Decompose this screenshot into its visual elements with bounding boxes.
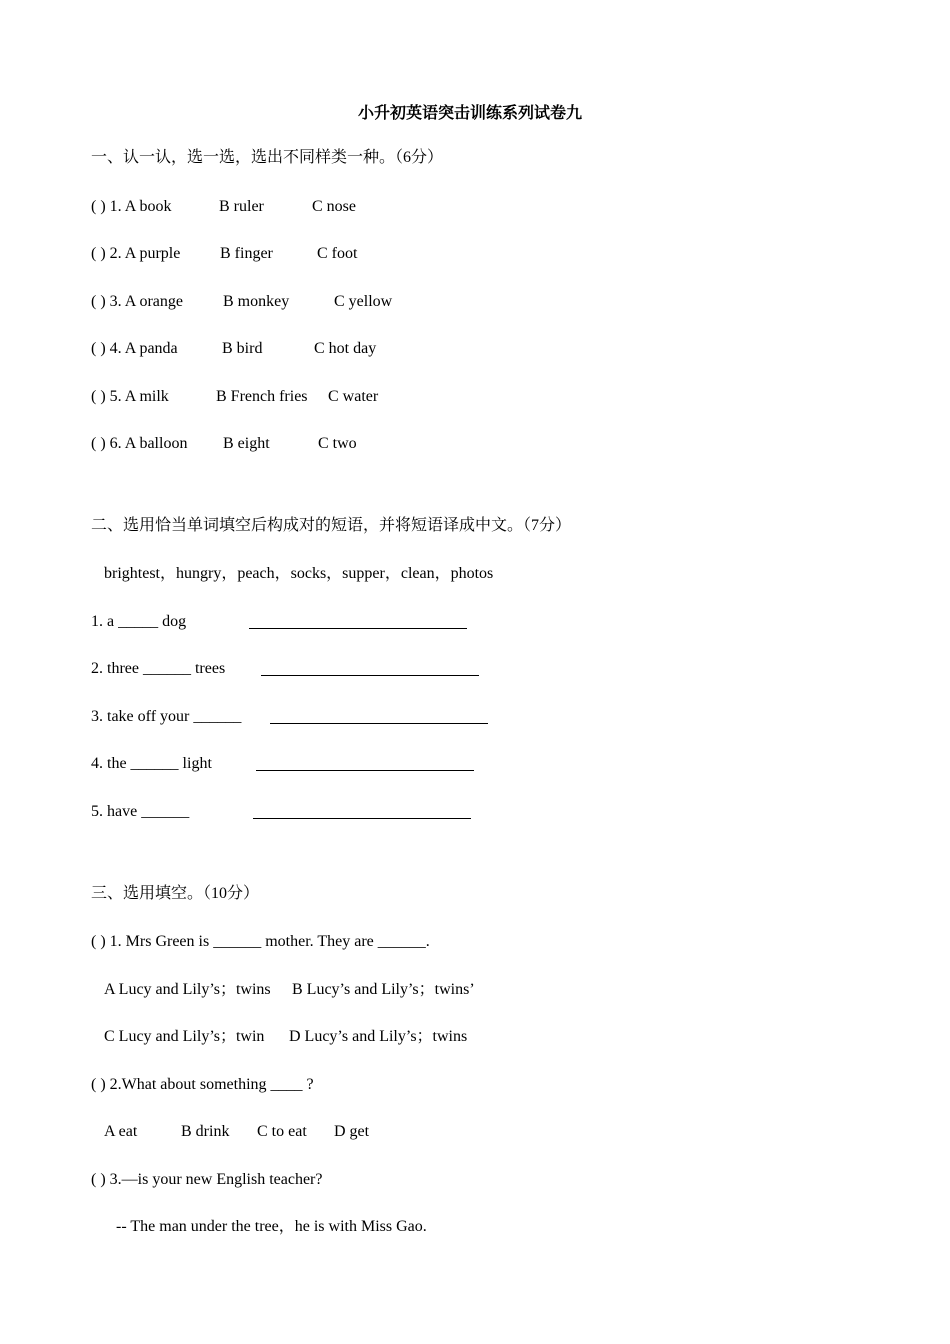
section2-heading: 二、选用恰当单词填空后构成对的短语，并将短语译成中文。（7分）: [91, 517, 572, 534]
option-b: B French fries: [216, 388, 308, 405]
question-number: ( ) 4. A panda: [91, 340, 178, 357]
option-c: C water: [328, 388, 379, 405]
section3-heading: 三、选用填空。（10分）: [91, 885, 260, 902]
question-number: ( ) 2. A purple: [91, 245, 181, 262]
phrase-item: 3. take off your ______: [91, 708, 242, 725]
answer-line[interactable]: [256, 770, 474, 771]
answer-line[interactable]: [253, 818, 471, 819]
question-2-stem: ( ) 2.What about something ____ ?: [91, 1076, 314, 1093]
answer-line[interactable]: [249, 628, 467, 629]
option-d: D get: [334, 1123, 370, 1140]
option-b: B bird: [222, 340, 263, 357]
option-c: C to eat: [257, 1123, 307, 1140]
option-c: C Lucy and Lily’s；twin: [104, 1028, 265, 1045]
question-3-answer: -- The man under the tree，he is with Miss Gao.: [116, 1218, 427, 1235]
question-number: ( ) 3. A orange: [91, 293, 183, 310]
option-c: C nose: [312, 198, 356, 215]
question-number: ( ) 6. A balloon: [91, 435, 188, 452]
option-b: B eight: [223, 435, 270, 452]
option-c: C foot: [317, 245, 358, 262]
option-b: B monkey: [223, 293, 290, 310]
page-title: 小升初英语突击训练系列试卷九: [358, 105, 583, 122]
phrase-item: 5. have ______: [91, 803, 190, 820]
option-b: B drink: [181, 1123, 230, 1140]
option-d: D Lucy’s and Lily’s；twins: [289, 1028, 468, 1045]
word-bank: brightest，hungry，peach，socks，supper，clean，photos: [104, 565, 494, 582]
question-3-stem: ( ) 3.—is your new English teacher?: [91, 1171, 323, 1188]
option-a: A eat: [104, 1123, 138, 1140]
option-b: B Lucy’s and Lily’s；twins’: [292, 981, 475, 998]
option-c: C yellow: [334, 293, 393, 310]
option-b: B finger: [220, 245, 273, 262]
phrase-item: 1. a _____ dog: [91, 613, 187, 630]
option-c: C hot day: [314, 340, 377, 357]
question-1-stem: ( ) 1. Mrs Green is ______ mother. They are ______.: [91, 933, 430, 950]
question-number: ( ) 1. A book: [91, 198, 172, 215]
option-a: A Lucy and Lily’s；twins: [104, 981, 271, 998]
option-b: B ruler: [219, 198, 264, 215]
phrase-item: 4. the ______ light: [91, 755, 212, 772]
phrase-item: 2. three ______ trees: [91, 660, 226, 677]
question-number: ( ) 5. A milk: [91, 388, 169, 405]
answer-line[interactable]: [261, 675, 479, 676]
option-c: C two: [318, 435, 357, 452]
section1-heading: 一、认一认，选一选，选出不同样类一种。（6分）: [91, 149, 444, 166]
answer-line[interactable]: [270, 723, 488, 724]
